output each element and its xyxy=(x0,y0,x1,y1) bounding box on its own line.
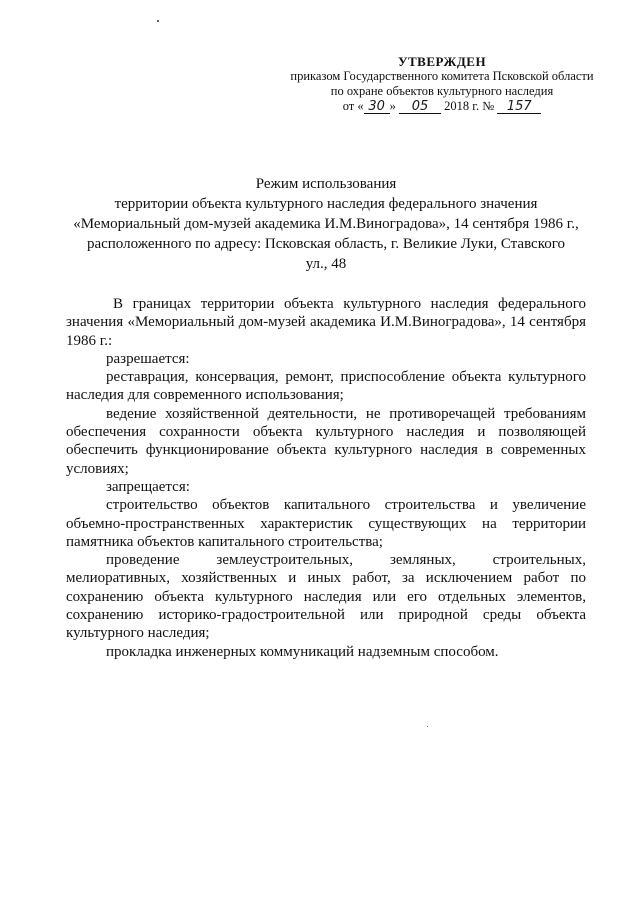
title-line-4: расположенного по адресу: Псковская область, г. Великие Луки, Ставского xyxy=(86,236,566,252)
document-title xyxy=(66,174,586,274)
title-line-3: «Мемориальный дом-музей академика И.М.Виноградова», 14 сентября 1986 г., xyxy=(73,216,579,232)
handwritten-day: 30 xyxy=(364,100,390,114)
date-year: 2018 г. № xyxy=(444,99,495,113)
allowed-heading: разрешается: xyxy=(106,350,190,367)
allowed-item: реставрация, консервация, ремонт, приспособление объекта культурного наследия для современного использования; xyxy=(66,369,586,404)
approval-line-2: по охране объектов культурного наследия xyxy=(330,84,554,98)
date-mid: » xyxy=(389,99,396,113)
approval-heading: УТВЕРЖДЕН xyxy=(397,54,487,69)
handwritten-order-number: 157 xyxy=(497,100,541,114)
date-prefix: от « xyxy=(342,99,364,113)
forbidden-heading: запрещается: xyxy=(106,478,190,495)
forbidden-item: строительство объектов капитального строительства и увеличение объемно-пространственных характеристик существующих на территории памятника объектов капитального строительства; xyxy=(66,497,586,550)
title-line-5: ул., 48 xyxy=(305,256,347,272)
title-line-2: территории объекта культурного наследия федерального значения xyxy=(114,196,538,212)
handwritten-month: 05 xyxy=(399,100,441,114)
approval-stamp-block xyxy=(282,54,602,114)
allowed-item: ведение хозяйственной деятельности, не противоречащей требованиям обеспечения сохранности объекта культурного наследия и позволяющей обеспечить функционирование объекта культурного наследия в современных условиях; xyxy=(66,405,586,477)
approval-line-1: приказом Государственного комитета Псковской области xyxy=(290,69,594,83)
forbidden-item: проведение землеустроительных, земляных, строительных, мелиоративных, хозяйственных и иных работ, за исключением работ по сохранению объекта культурного наследия или его отдельных элементов, сохранению историко-градостроительной или природной среды объекта культурного наследия; xyxy=(66,552,586,642)
title-line-1: Режим использования xyxy=(255,176,397,192)
scan-speck xyxy=(157,20,159,22)
intro-paragraph: В границах территории объекта культурного наследия федерального значения «Мемориальный дом-музей академика И.М.Виноградова», 14 сентября 1986 г.: xyxy=(66,296,586,349)
document-body xyxy=(66,295,586,661)
scan-speck xyxy=(427,726,428,727)
approval-date-line xyxy=(282,99,602,114)
forbidden-item: прокладка инженерных коммуникаций надземным способом. xyxy=(106,643,499,660)
